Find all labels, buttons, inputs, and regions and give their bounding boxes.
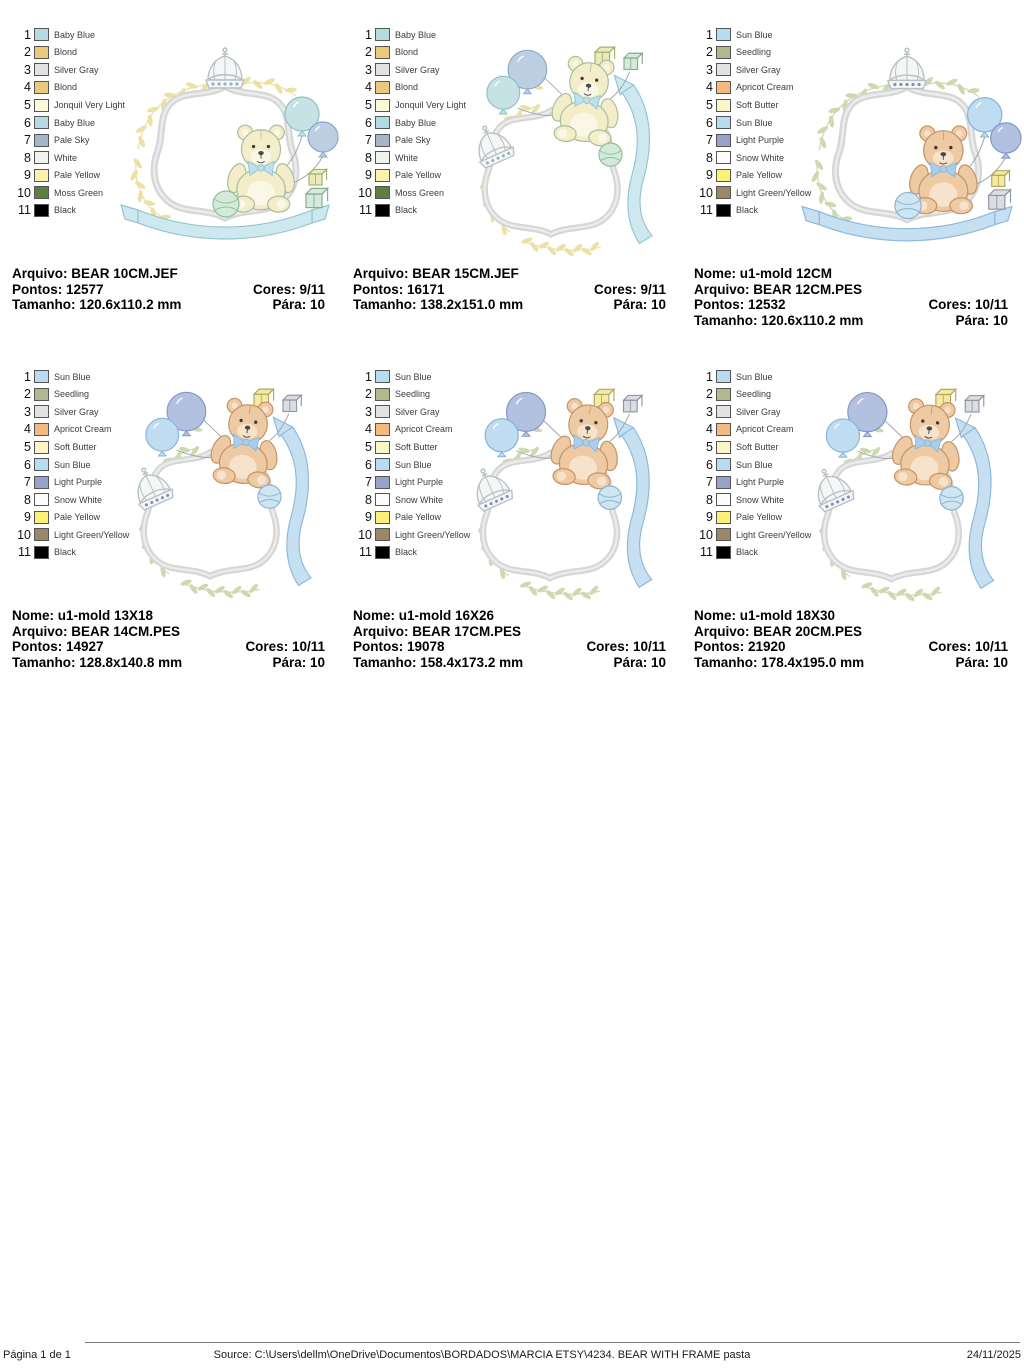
thread-color-name: Apricot Cream — [54, 424, 112, 435]
thread-color-name: Sun Blue — [736, 117, 773, 128]
file-name: Arquivo: BEAR 20CM.PES — [694, 623, 863, 639]
design-info — [12, 266, 341, 313]
stitch-count: Pontos: 12577 — [12, 281, 104, 297]
thread-number: 10 — [17, 527, 31, 542]
thread-number: 1 — [24, 27, 31, 42]
panel-preview-area — [353, 368, 682, 605]
thread-number: 5 — [365, 98, 372, 113]
design-name: Nome: u1-mold 13X18 — [12, 608, 154, 623]
thread-color-name: Pale Yellow — [736, 170, 783, 181]
thread-number: 11 — [18, 203, 31, 218]
thread-number: 6 — [706, 457, 713, 472]
thread-number: 1 — [706, 369, 713, 384]
thread-number: 6 — [24, 457, 31, 472]
color-count: Cores: 9/11 — [252, 281, 325, 297]
design-size: Tamanho: 138.2x151.0 mm — [353, 297, 524, 312]
embroidery-design-preview — [12, 26, 341, 263]
thread-number: 7 — [706, 133, 713, 148]
footer-date: 24/11/2025 — [966, 1349, 1021, 1361]
thread-number: 2 — [24, 45, 31, 60]
design-panel-bear-12cm — [682, 20, 1024, 362]
panel-preview-area — [12, 26, 341, 263]
design-grid — [0, 20, 1024, 704]
thread-number: 11 — [700, 545, 713, 560]
thread-color-name: Jonquil Very Light — [395, 100, 467, 110]
color-count: Cores: 10/11 — [245, 639, 325, 654]
thread-number: 8 — [706, 150, 713, 165]
stop-count: Pára: 10 — [955, 312, 1008, 328]
embroidery-design — [113, 369, 340, 601]
thread-color-name: Seedling — [54, 389, 90, 400]
file-name: Arquivo: BEAR 15CM.JEF — [353, 266, 519, 281]
thread-color-name: Light Purple — [395, 477, 444, 488]
footer-divider — [85, 1342, 1020, 1343]
design-name: Nome: u1-mold 18X30 — [694, 608, 836, 623]
thread-number: 1 — [706, 27, 713, 42]
thread-number: 4 — [365, 422, 372, 437]
thread-number: 1 — [24, 369, 31, 384]
thread-color-name: Moss Green — [395, 187, 445, 198]
thread-number: 3 — [706, 404, 713, 419]
thread-number: 7 — [706, 475, 713, 490]
thread-color-name: Apricot Cream — [395, 424, 453, 435]
thread-number: 4 — [365, 80, 372, 95]
embroidery-design-preview — [353, 368, 682, 605]
thread-color-name: Snow White — [736, 494, 785, 505]
thread-number: 1 — [365, 369, 372, 384]
stop-count: Pára: 10 — [272, 654, 325, 670]
thread-color-name: Light Purple — [736, 477, 785, 488]
thread-number: 10 — [17, 185, 31, 200]
thread-number: 5 — [706, 440, 713, 455]
file-name: Arquivo: BEAR 17CM.PES — [353, 623, 522, 639]
thread-color-name: Black — [736, 547, 759, 558]
thread-number: 7 — [365, 475, 372, 490]
thread-number: 2 — [365, 387, 372, 402]
thread-number: 11 — [700, 203, 713, 218]
thread-color-name: Soft Butter — [736, 100, 779, 110]
embroidery-design — [791, 34, 1023, 251]
page-footer — [0, 1349, 1024, 1361]
embroidery-design-preview — [694, 26, 1024, 263]
thread-color-name: Soft Butter — [54, 442, 97, 452]
stitch-count: Pontos: 21920 — [694, 639, 786, 654]
design-info — [353, 266, 682, 313]
thread-color-name: Light Purple — [54, 477, 103, 488]
thread-color-name: Black — [395, 547, 418, 558]
design-panel-bear-15cm — [341, 20, 682, 362]
design-size: Tamanho: 120.6x110.2 mm — [12, 297, 182, 312]
embroidery-design-preview — [353, 26, 682, 263]
thread-number: 2 — [24, 387, 31, 402]
thread-color-name: Soft Butter — [395, 442, 438, 452]
thread-number: 1 — [365, 27, 372, 42]
thread-color-name: Seedling — [736, 389, 772, 400]
thread-number: 6 — [365, 457, 372, 472]
panel-preview-area — [694, 368, 1024, 605]
thread-color-name: Snow White — [54, 494, 103, 505]
thread-color-name: Apricot Cream — [736, 82, 794, 93]
page-number: Página 1 de 1 — [3, 1349, 71, 1361]
thread-number: 6 — [706, 115, 713, 130]
thread-number: 3 — [365, 404, 372, 419]
thread-number: 5 — [24, 440, 31, 455]
thread-number: 10 — [699, 185, 713, 200]
source-path: Source: C:\Users\dellm\OneDrive\Documentos\BORDADOS\MARCIA ETSY\4234. BEAR WITH FRAME pasta — [213, 1349, 751, 1361]
thread-color-name: Pale Yellow — [736, 512, 783, 523]
stop-count: Pára: 10 — [272, 297, 325, 312]
file-name: Arquivo: BEAR 14CM.PES — [12, 623, 181, 639]
file-name: Arquivo: BEAR 12CM.PES — [694, 281, 863, 297]
thread-color-name: Silver Gray — [395, 406, 440, 417]
thread-color-name: Light Green/Yellow — [54, 529, 130, 540]
color-count: Cores: 10/11 — [586, 639, 666, 654]
thread-number: 2 — [365, 45, 372, 60]
design-name: Nome: u1-mold 16X26 — [353, 608, 495, 623]
thread-number: 10 — [699, 527, 713, 542]
embroidery-design — [454, 27, 681, 259]
design-info — [353, 608, 682, 670]
thread-color-name: White — [54, 152, 78, 163]
design-info — [12, 608, 341, 670]
thread-color-name: Jonquil Very Light — [54, 100, 126, 110]
thread-number: 9 — [365, 168, 372, 183]
thread-color-name: Black — [736, 205, 759, 216]
design-size: Tamanho: 120.6x110.2 mm — [694, 312, 864, 328]
thread-number: 3 — [24, 404, 31, 419]
thread-number: 8 — [24, 150, 31, 165]
color-count: Cores: 10/11 — [928, 297, 1008, 312]
thread-color-name: Silver Gray — [395, 64, 440, 75]
thread-number: 11 — [18, 545, 31, 560]
thread-number: 10 — [358, 527, 372, 542]
stitch-count: Pontos: 16171 — [353, 281, 445, 297]
thread-color-name: Baby Blue — [395, 29, 437, 40]
thread-color-name: Blond — [54, 82, 78, 93]
thread-color-name: Pale Yellow — [54, 170, 101, 181]
design-name: Nome: u1-mold 12CM — [694, 266, 833, 281]
thread-color-name: Pale Sky — [395, 135, 431, 146]
thread-color-name: Sun Blue — [54, 371, 91, 382]
thread-number: 2 — [706, 387, 713, 402]
thread-number: 9 — [365, 510, 372, 525]
thread-color-name: Sun Blue — [54, 459, 91, 470]
thread-color-name: Black — [395, 205, 418, 216]
file-name: Arquivo: BEAR 10CM.JEF — [12, 266, 178, 281]
thread-color-name: Seedling — [736, 47, 772, 58]
thread-color-name: Blond — [54, 47, 78, 58]
thread-color-name: Sun Blue — [736, 459, 773, 470]
thread-color-name: Silver Gray — [54, 406, 99, 417]
stitch-count: Pontos: 12532 — [694, 297, 786, 312]
thread-color-name: Silver Gray — [54, 64, 99, 75]
thread-number: 9 — [706, 168, 713, 183]
thread-number: 8 — [706, 492, 713, 507]
embroidery-design — [452, 369, 681, 603]
thread-number: 4 — [706, 80, 713, 95]
stitch-count: Pontos: 14927 — [12, 639, 104, 654]
thread-number: 11 — [359, 203, 372, 218]
thread-color-name: Snow White — [736, 152, 785, 163]
design-size: Tamanho: 178.4x195.0 mm — [694, 654, 865, 670]
embroidery-design — [110, 34, 340, 249]
thread-color-name: Seedling — [395, 389, 431, 400]
thread-color-name: Snow White — [395, 494, 444, 505]
thread-number: 7 — [24, 475, 31, 490]
thread-color-name: Silver Gray — [736, 64, 781, 75]
design-info — [694, 608, 1024, 670]
thread-color-name: Baby Blue — [395, 117, 437, 128]
thread-color-name: Baby Blue — [54, 117, 96, 128]
thread-color-name: Blond — [395, 47, 419, 58]
thread-number: 8 — [365, 150, 372, 165]
thread-number: 7 — [365, 133, 372, 148]
thread-color-name: Sun Blue — [395, 459, 432, 470]
thread-number: 11 — [359, 545, 372, 560]
panel-preview-area — [694, 26, 1024, 263]
thread-number: 4 — [24, 422, 31, 437]
thread-color-name: Black — [54, 547, 77, 558]
thread-number: 4 — [706, 422, 713, 437]
thread-color-name: Moss Green — [54, 187, 104, 198]
design-size: Tamanho: 128.8x140.8 mm — [12, 654, 183, 670]
thread-color-name: Light Green/Yellow — [395, 529, 471, 540]
design-panel-bear-17cm — [341, 362, 682, 704]
thread-number: 8 — [365, 492, 372, 507]
design-size: Tamanho: 158.4x173.2 mm — [353, 654, 524, 670]
thread-color-name: Light Green/Yellow — [736, 529, 812, 540]
thread-color-name: Silver Gray — [736, 406, 781, 417]
stop-count: Pára: 10 — [613, 297, 666, 312]
color-count: Cores: 9/11 — [593, 281, 666, 297]
thread-number: 9 — [706, 510, 713, 525]
embroidery-design-preview — [694, 368, 1024, 605]
thread-color-name: Light Purple — [736, 135, 785, 146]
thread-number: 6 — [365, 115, 372, 130]
thread-number: 5 — [365, 440, 372, 455]
thread-number: 9 — [24, 168, 31, 183]
thread-color-name: Sun Blue — [395, 371, 432, 382]
thread-number: 2 — [706, 45, 713, 60]
thread-number: 3 — [365, 62, 372, 77]
thread-number: 4 — [24, 80, 31, 95]
thread-color-name: Pale Yellow — [395, 170, 442, 181]
thread-number: 9 — [24, 510, 31, 525]
stop-count: Pára: 10 — [613, 654, 666, 670]
design-panel-bear-20cm — [682, 362, 1024, 704]
thread-number: 6 — [24, 115, 31, 130]
design-info — [694, 266, 1024, 328]
thread-number: 7 — [24, 133, 31, 148]
embroidery-design-preview — [12, 368, 341, 605]
stitch-count: Pontos: 19078 — [353, 639, 445, 654]
thread-number: 3 — [706, 62, 713, 77]
thread-color-name: Pale Yellow — [54, 512, 101, 523]
color-count: Cores: 10/11 — [928, 639, 1008, 654]
thread-color-name: Soft Butter — [736, 442, 779, 452]
thread-number: 8 — [24, 492, 31, 507]
thread-color-name: Baby Blue — [54, 29, 96, 40]
thread-color-name: Black — [54, 205, 77, 216]
panel-preview-area — [12, 368, 341, 605]
thread-number: 5 — [24, 98, 31, 113]
thread-number: 5 — [706, 98, 713, 113]
design-panel-bear-14cm — [0, 362, 341, 704]
thread-color-name: Pale Sky — [54, 135, 90, 146]
thread-color-name: Pale Yellow — [395, 512, 442, 523]
design-panel-bear-10cm — [0, 20, 341, 362]
thread-number: 3 — [24, 62, 31, 77]
thread-color-name: Light Green/Yellow — [736, 187, 812, 198]
thread-color-name: Apricot Cream — [736, 424, 794, 435]
thread-number: 10 — [358, 185, 372, 200]
stop-count: Pára: 10 — [955, 654, 1008, 670]
panel-preview-area — [353, 26, 682, 263]
thread-color-name: Sun Blue — [736, 371, 773, 382]
thread-color-name: Sun Blue — [736, 29, 773, 40]
thread-color-name: Blond — [395, 82, 419, 93]
thread-color-name: White — [395, 152, 419, 163]
embroidery-design — [793, 369, 1023, 604]
